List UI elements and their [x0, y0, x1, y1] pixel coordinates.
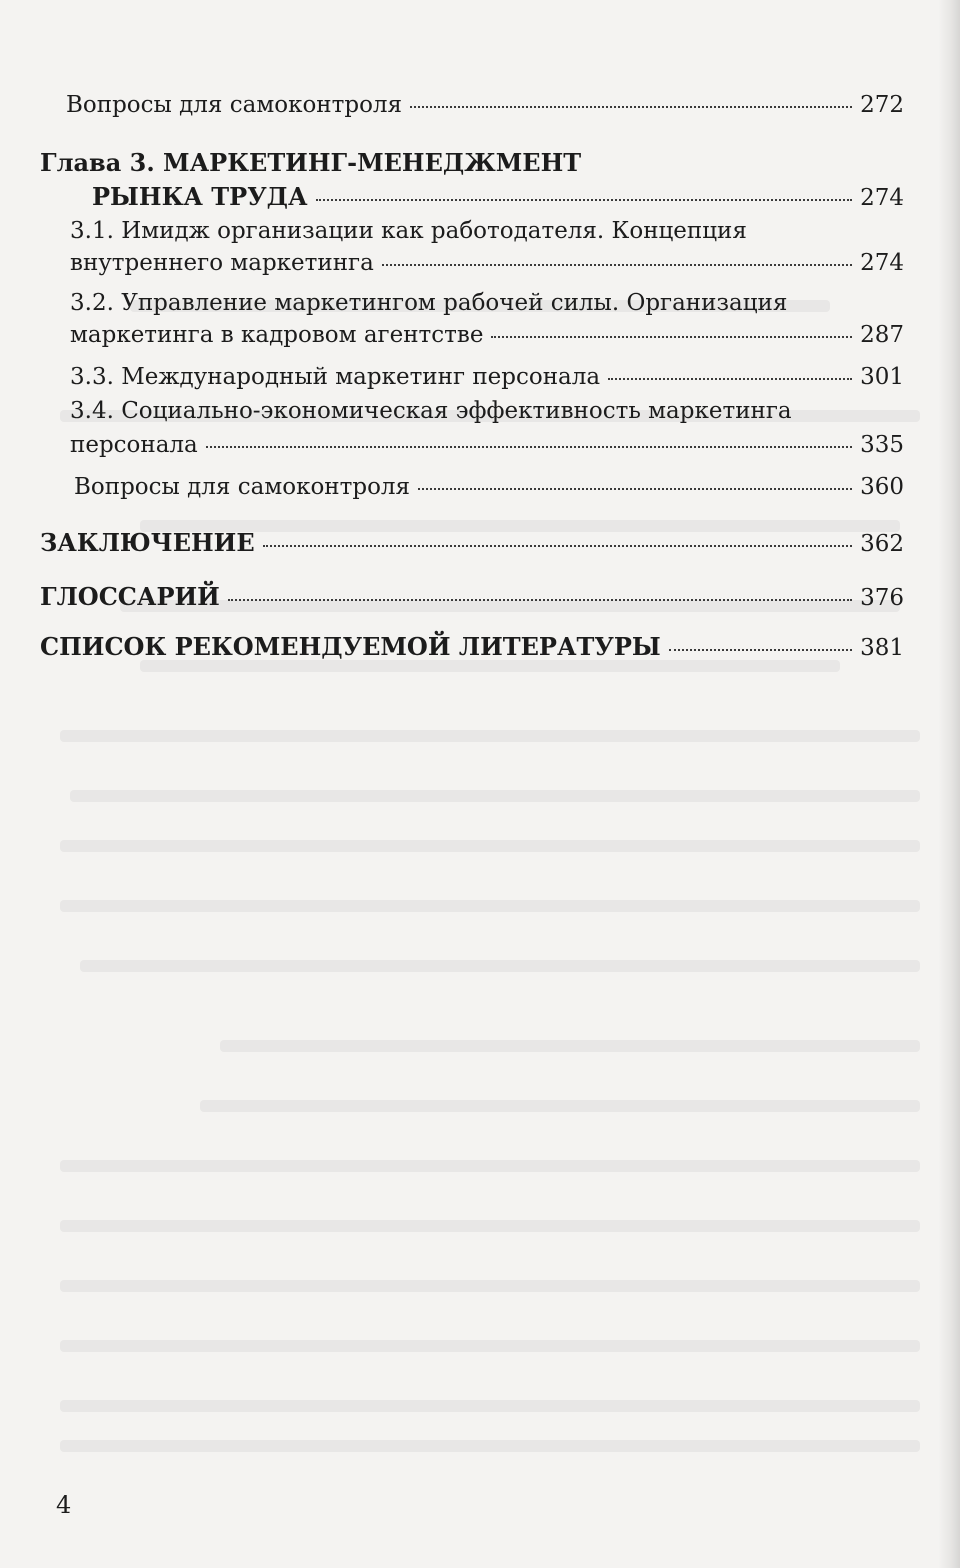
- toc-page-number: 274: [860, 185, 904, 211]
- toc-section-3-3-title: 3.3. Международный маркетинг персонала: [70, 364, 601, 390]
- dot-leader: [669, 649, 852, 651]
- toc-page-number: 362: [860, 531, 904, 557]
- toc-entry-section-3-4: [70, 430, 904, 460]
- toc-page-number: 381: [860, 635, 904, 661]
- toc-page-number: 376: [860, 585, 904, 611]
- toc-entry-questions-previous: [66, 90, 904, 120]
- dot-leader: [418, 488, 852, 490]
- toc-section-3-2-line2: маркетинга в кадровом агентстве: [70, 322, 484, 348]
- toc-page-number: 335: [860, 432, 904, 458]
- dot-leader: [228, 599, 852, 601]
- dot-leader: [491, 336, 852, 338]
- toc-entry-conclusion: [40, 528, 904, 559]
- toc-entry-section-3-2: [70, 320, 904, 350]
- toc-section-3-2-line1: 3.2. Управление маркетингом рабочей силы. Организация: [70, 290, 788, 316]
- page-edge-shadow: [938, 0, 960, 1568]
- toc-section-3-1-line1: 3.1. Имидж организации как работодателя. Концепция: [70, 218, 747, 244]
- toc-entry-section-3-3: [70, 362, 904, 392]
- dot-leader: [316, 199, 853, 201]
- toc-entry-literature: [40, 632, 904, 663]
- toc-conclusion-title: ЗАКЛЮЧЕНИЕ: [40, 528, 255, 557]
- toc-section-3-4-line2: персонала: [70, 432, 198, 458]
- toc-entry-questions-chapter-3: [74, 472, 904, 502]
- toc-entry-label: Вопросы для самоконтроля: [66, 92, 403, 118]
- toc-page-number: 287: [860, 322, 904, 348]
- toc-section-3-4-line1: 3.4. Социально-экономическая эффективность маркетинга: [70, 398, 792, 424]
- toc-page-number: 272: [860, 92, 904, 118]
- dot-leader: [206, 446, 852, 448]
- toc-page-number: 274: [860, 250, 904, 276]
- toc-section-3-1-line2: внутреннего маркетинга: [70, 250, 374, 276]
- toc-entry-section-3-1: [70, 248, 904, 278]
- toc-entry-glossary: [40, 582, 904, 613]
- toc-chapter-3-title-line1: Глава 3. МАРКЕТИНГ-МЕНЕДЖМЕНТ: [40, 148, 582, 177]
- toc-entry-chapter-3: [92, 182, 904, 213]
- toc-glossary-title: ГЛОССАРИЙ: [40, 582, 220, 611]
- dot-leader: [263, 545, 852, 547]
- toc-page-number: 301: [860, 364, 904, 390]
- toc-entry-label: Вопросы для самоконтроля: [74, 474, 411, 500]
- dot-leader: [410, 106, 852, 108]
- dot-leader: [382, 264, 852, 266]
- dot-leader: [608, 378, 852, 380]
- page-number: 4: [56, 1491, 72, 1519]
- toc-chapter-3-title-line2: РЫНКА ТРУДА: [92, 182, 308, 211]
- toc-page-number: 360: [860, 474, 904, 500]
- toc-literature-title: СПИСОК РЕКОМЕНДУЕМОЙ ЛИТЕРАТУРЫ: [40, 632, 661, 661]
